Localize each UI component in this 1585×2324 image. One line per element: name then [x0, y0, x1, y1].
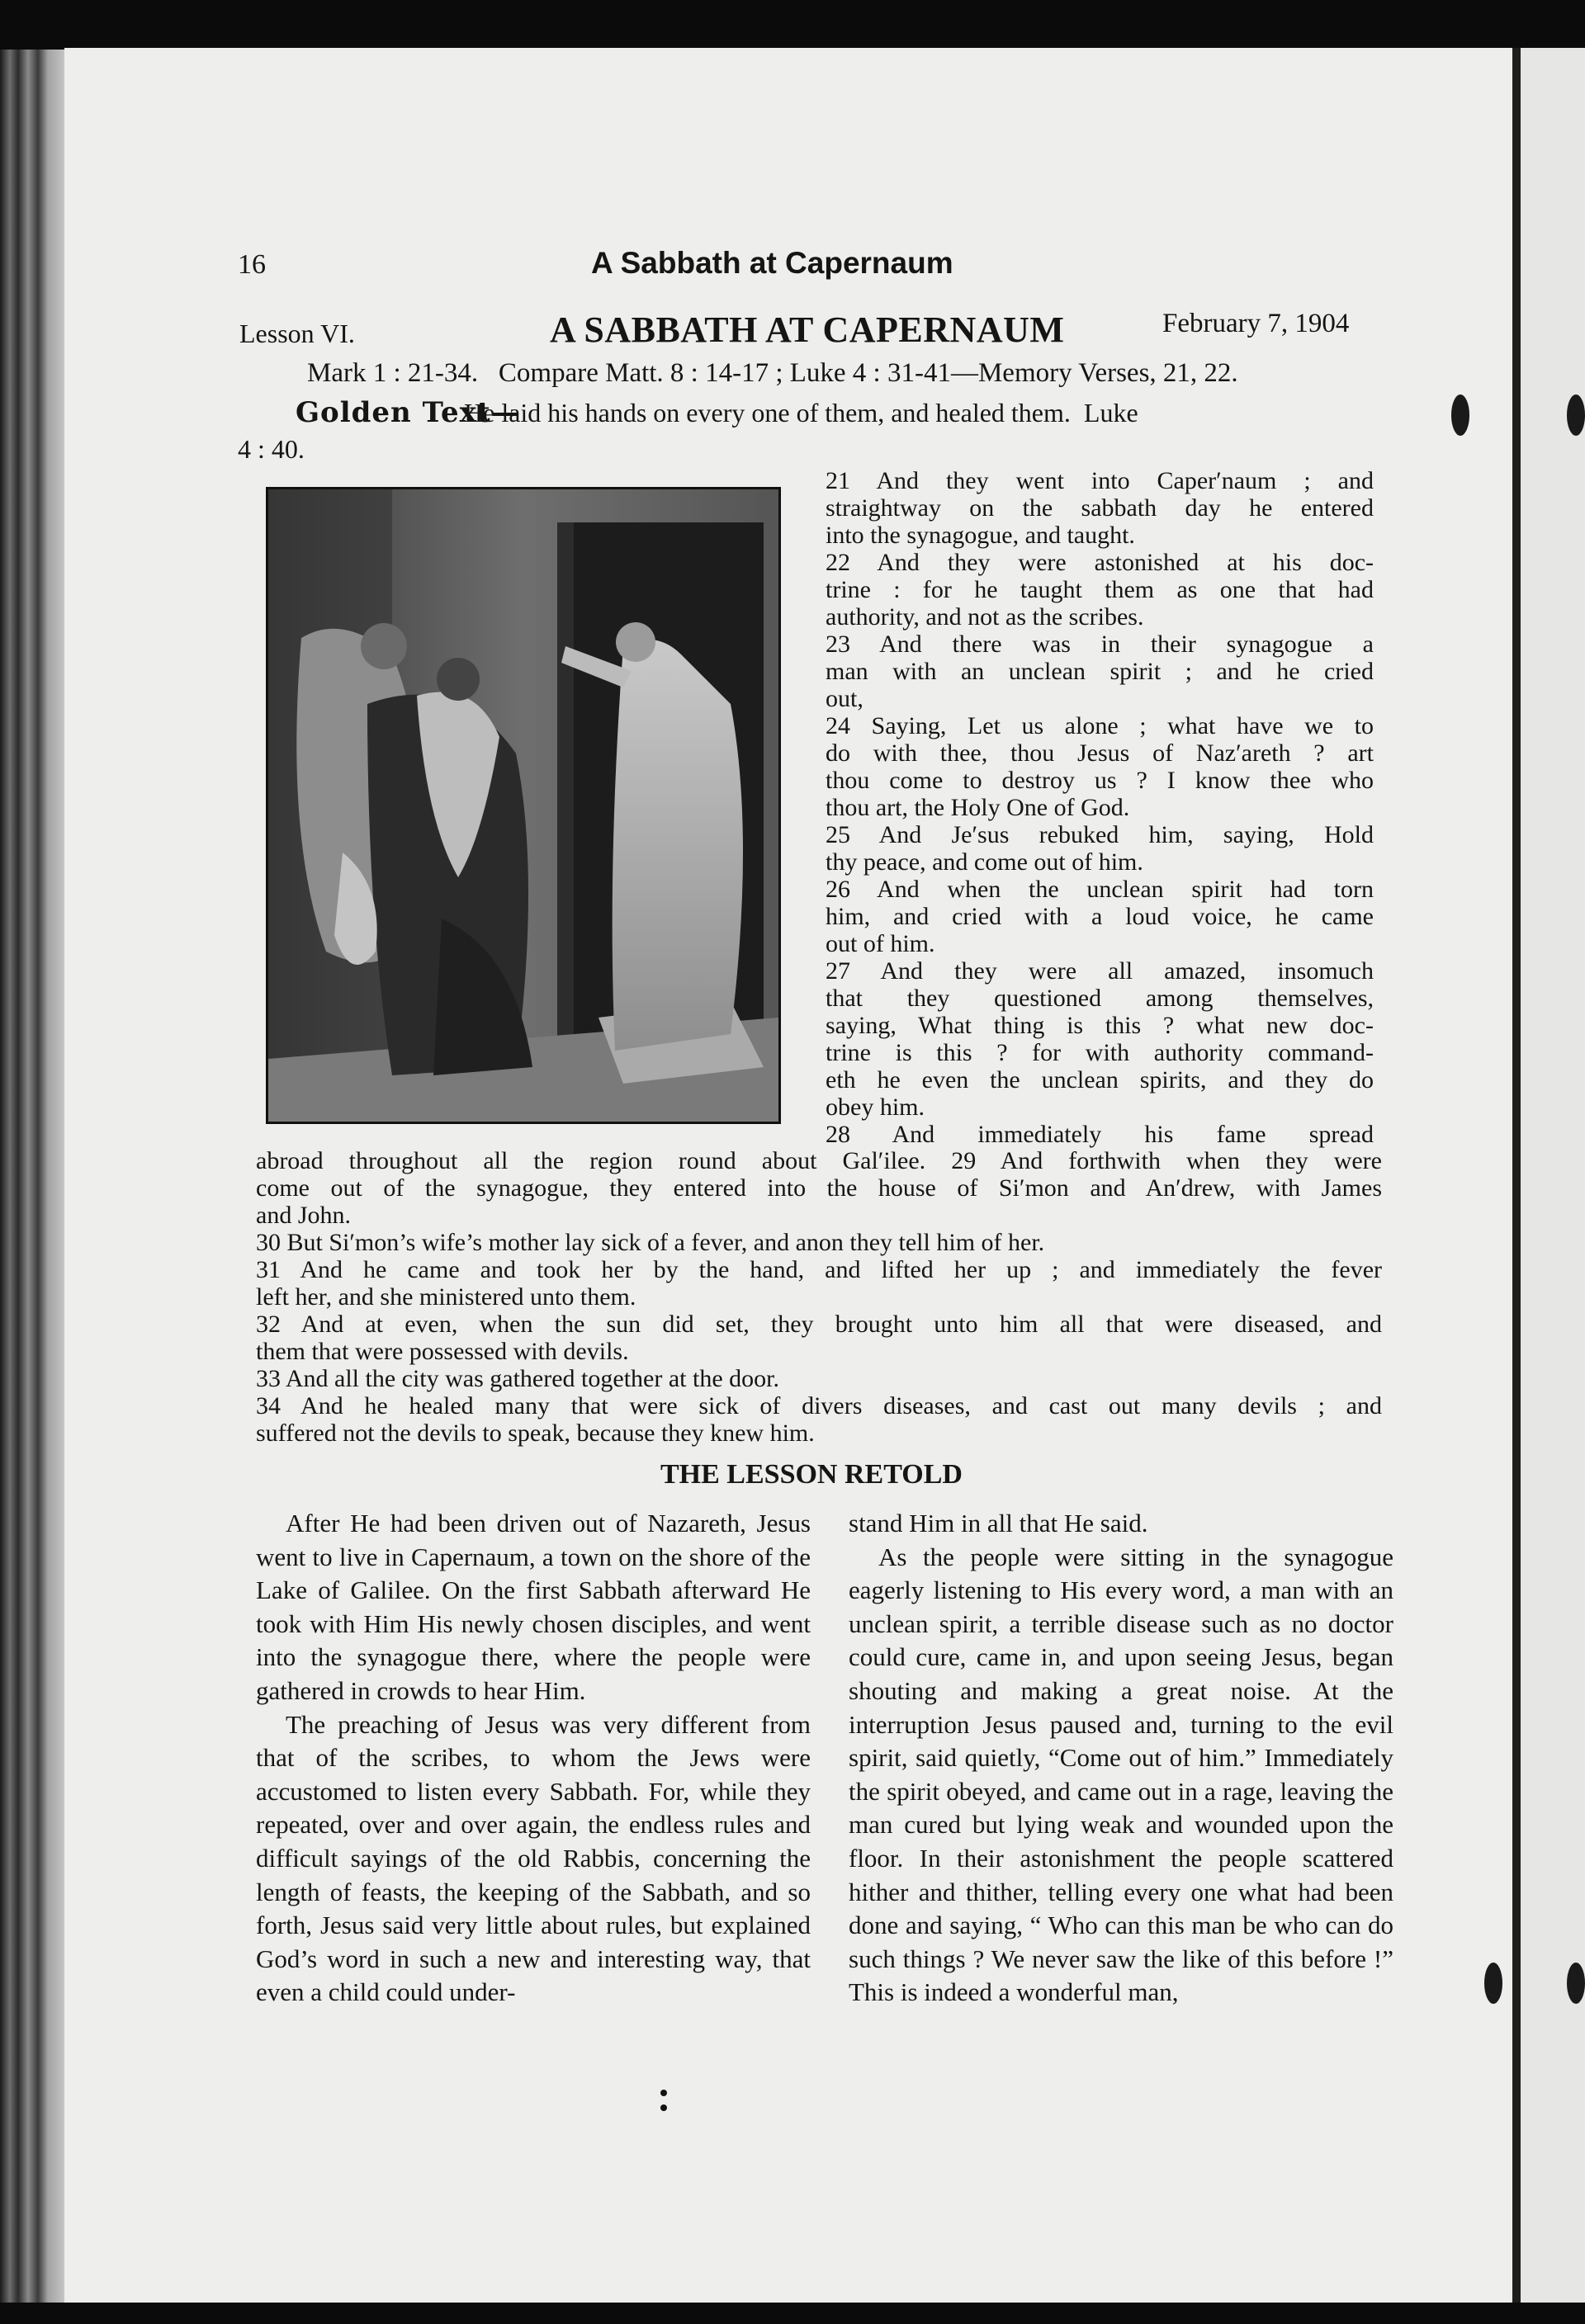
binding-hole-icon — [1567, 394, 1585, 436]
page-gutter-shadow — [1512, 48, 1521, 2319]
scripture-line: that they questioned among themselves, — [826, 985, 1374, 1012]
scripture-line: 22 And they were astonished at his doc- — [826, 549, 1374, 576]
scripture-line: 26 And when the unclean spirit had torn — [826, 876, 1374, 903]
golden-text-label: Golden Text— — [296, 396, 520, 429]
scripture-line: trine is this ? for with authority command- — [826, 1039, 1374, 1066]
scripture-line: them that were possessed with devils. — [256, 1338, 629, 1365]
scripture-line: suffered not the devils to speak, because they knew him. — [256, 1419, 815, 1447]
scripture-line: trine : for he taught them as one that had — [826, 576, 1374, 603]
scripture-line: out of him. — [826, 930, 935, 957]
scripture-line: 32 And at even, when the sun did set, they brought unto him all that were diseased, and — [256, 1311, 1382, 1338]
retold-paragraph: As the people were sitting in the synagogue eagerly listening to His every word, a man with an unclean spirit, a terrible disease such as no doctor could cure, came in, and upon seeing Jesus, began shouting and making a great noise. At the interruption Jesus paused and, turning to the evil spirit, said quietly, “Come out of him.” Immediately the spirit obeyed, and came out in a rage, leaving the man cured but lying weak and wounded upon the floor. In their astonishment the people scattered hither and thither, telling every one what had been done and saying, “ Who can this man be who can do such things ? We never saw the like of this before !” This is indeed a wonderful man, — [849, 1542, 1393, 2007]
golden-text-reference: 4 : 40. — [238, 434, 305, 464]
scripture-line: 33 And all the city was gathered together at the door. — [256, 1365, 779, 1392]
scripture-line: him, and cried with a loud voice, he came — [826, 903, 1374, 930]
scripture-line: do with thee, thou Jesus of Naz′areth ? art — [826, 739, 1374, 767]
lesson-title: A SABBATH AT CAPERNAUM — [550, 309, 1065, 350]
scripture-line: 23 And there was in their synagogue a — [826, 631, 1374, 658]
scripture-line: abroad throughout all the region round about Gal′ilee. 29 And forthwith when they were — [256, 1147, 1382, 1174]
retold-column-right — [849, 1507, 1393, 2010]
ink-dot — [660, 2090, 667, 2096]
scripture-line: into the synagogue, and taught. — [826, 522, 1135, 549]
scripture-line: authority, and not as the scribes. — [826, 603, 1144, 631]
scripture-line: 31 And he came and took her by the hand, and lifted her up ; and immediately the fever — [256, 1256, 1382, 1283]
scripture-line: out, — [826, 685, 863, 712]
scripture-line: left her, and she ministered unto them. — [256, 1283, 636, 1311]
scripture-line: obey him. — [826, 1094, 925, 1121]
scripture-line: 25 And Je′sus rebuked him, saying, Hold — [826, 821, 1374, 848]
scripture-line: 27 And they were all amazed, insomuch — [826, 957, 1374, 985]
page-number: 16 — [238, 249, 266, 280]
binding-hole-icon — [1484, 1963, 1502, 2004]
scripture-line: 24 Saying, Let us alone ; what have we to — [826, 712, 1374, 739]
lesson-number: Lesson VI. — [239, 319, 355, 348]
retold-paragraph: stand Him in all that He said. — [849, 1509, 1148, 1538]
scripture-line: thy peace, and come out of him. — [826, 848, 1143, 876]
scripture-line: 28 And immediately his fame spread — [826, 1121, 1374, 1148]
scripture-line: man with an unclean spirit ; and he cried — [826, 658, 1374, 685]
scripture-line: 21 And they went into Caper′naum ; and — [826, 467, 1374, 494]
engraving-illustration-icon — [266, 487, 781, 1124]
scripture-line: straightway on the sabbath day he entered — [826, 494, 1374, 522]
book-binding-edge — [0, 50, 74, 2311]
running-head: A Sabbath at Capernaum — [591, 246, 953, 280]
scripture-line: come out of the synagogue, they entered into the house of Si′mon and An′drew, with James — [256, 1174, 1382, 1202]
scripture-line: thou art, the Holy One of God. — [826, 794, 1130, 821]
scripture-line: eth he even the unclean spirits, and they do — [826, 1066, 1374, 1094]
retold-paragraph: The preaching of Jesus was very different from that of the scribes, to whom the Jews were accustomed to listen every Sabbath. For, while they repeated, over and over again, the endless rules and difficult sayings of the old Rabbis, concerning the length of feasts, the keeping of the Sabbath, and so forth, Jesus said very little about rules, but explained God’s word in such a new and interesting way, that even a child could under- — [256, 1709, 811, 2007]
lesson-date: February 7, 1904 — [1162, 309, 1350, 338]
scripture-line: 30 But Si′mon’s wife’s mother lay sick of a fever, and anon they tell him of her. — [256, 1229, 1045, 1256]
ink-dot — [660, 2104, 667, 2111]
scripture-line: saying, What thing is this ? what new doc- — [826, 1012, 1374, 1039]
golden-text: He laid his hands on every one of them, and healed them. Luke — [464, 398, 1138, 427]
scripture-line: thou come to destroy us ? I know thee who — [826, 767, 1374, 794]
scan-border-top — [0, 0, 1585, 50]
binding-hole-icon — [1567, 1963, 1585, 2004]
retold-paragraph: After He had been driven out of Nazareth, Jesus went to live in Capernaum, a town on the shore of the Lake of Galilee. On the first Sabbath afterward He took with Him His newly chosen disciples, and went into the synagogue there, where the people were gathered in crowds to hear Him. — [256, 1509, 811, 1705]
scripture-line: and John. — [256, 1202, 351, 1229]
binding-hole-icon — [1451, 394, 1469, 436]
scan-border-bottom — [0, 2303, 1585, 2324]
scripture-reference: Mark 1 : 21-34. Compare Matt. 8 : 14-17 ; Luke 4 : 31-41—Memory Verses, 21, 22. — [307, 358, 1238, 388]
section-heading: THE LESSON RETOLD — [660, 1459, 963, 1490]
retold-column-left — [256, 1507, 811, 2010]
scripture-line: 34 And he healed many that were sick of divers diseases, and cast out many devils ; and — [256, 1392, 1382, 1419]
